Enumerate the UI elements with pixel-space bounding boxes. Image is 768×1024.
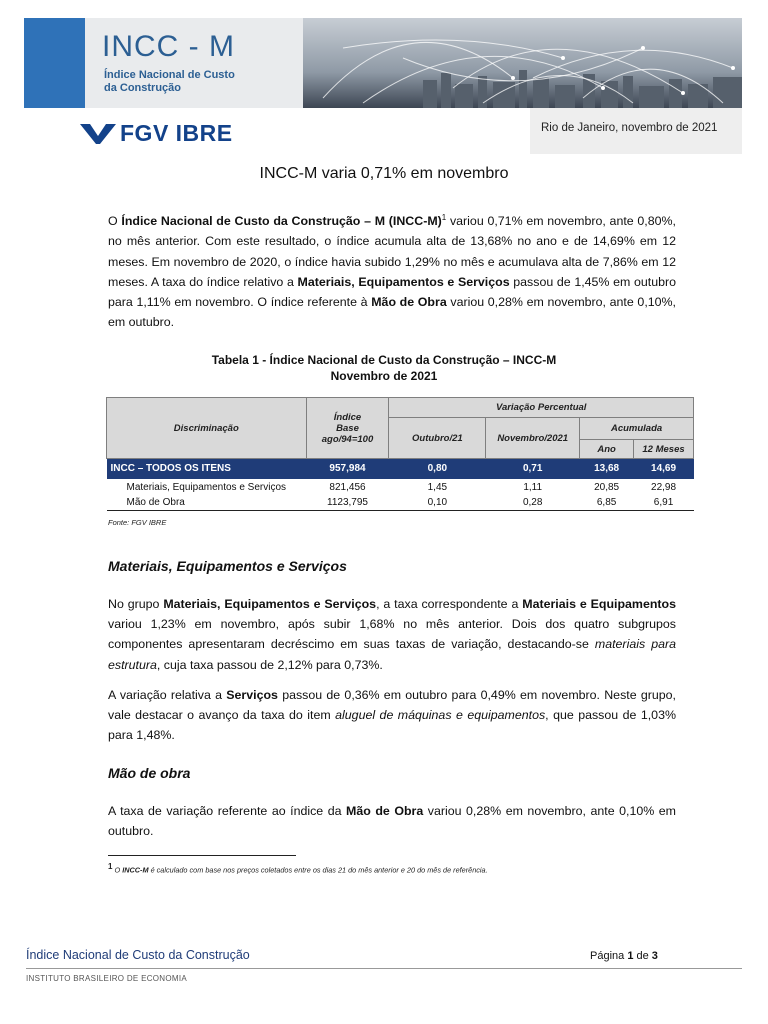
- header-indice-line1: Índice: [333, 411, 362, 423]
- page-total: 3: [651, 950, 658, 962]
- incc-table: [106, 397, 694, 511]
- banner-network-graphic: [303, 18, 742, 108]
- row-12meses: 14,69: [634, 459, 694, 479]
- text-run: O: [108, 214, 122, 229]
- footer-title: Índice Nacional de Custo da Construção: [26, 948, 250, 962]
- table-source: Fonte: FGV IBRE: [108, 518, 167, 527]
- header-indice-line2: Base: [336, 422, 359, 434]
- table-caption-line2: Novembro de 2021: [330, 369, 438, 383]
- banner-subtitle: [104, 69, 274, 95]
- footer-subtitle: INSTITUTO BRASILEIRO DE ECONOMIA: [26, 974, 188, 983]
- page-number: [590, 950, 658, 962]
- page-current: 1: [627, 950, 634, 962]
- text-italic: materiais para estrutura: [108, 637, 676, 672]
- text-bold: Materiais e Equipamentos: [522, 597, 676, 611]
- row-label: Mão de Obra: [107, 496, 307, 511]
- text-run: O: [112, 865, 123, 875]
- header-discriminacao: Discriminação: [107, 398, 307, 459]
- page-mid: de: [633, 950, 652, 962]
- footnote-divider: [108, 855, 296, 856]
- header-variacao: Variação Percentual: [389, 398, 694, 418]
- banner-title: INCC - M: [102, 30, 235, 63]
- header-ano: Ano: [580, 440, 634, 459]
- row-label: INCC – TODOS OS ITENS: [107, 459, 307, 479]
- banner-subtitle-line1: Índice Nacional de Custo: [104, 69, 235, 81]
- text-bold: Mão de Obra: [346, 804, 424, 818]
- row-12meses: 22,98: [651, 481, 677, 493]
- text-run: variou 1,23% em novembro, após subir 1,68% no mês anterior. Dois dos quatro subgrupos componentes apresentaram decréscimo em suas taxas de variação, destacando-se: [108, 617, 676, 652]
- text-bold: Serviços: [226, 688, 278, 702]
- header-outubro: Outubro/21: [389, 418, 486, 459]
- text-bold: Mão de Obra: [371, 294, 447, 309]
- text-run: A variação relativa a: [108, 688, 227, 702]
- text-bold: Índice Nacional de Custo da Construção – M (INCC-M): [121, 214, 442, 229]
- text-run: , que passou de 1,03% para 1,48%.: [108, 708, 676, 743]
- footnote-number: 1: [108, 862, 113, 871]
- row-novembro: 1,11: [523, 481, 543, 493]
- table-row: [107, 479, 694, 496]
- logo-text: FGV IBRE: [120, 119, 233, 146]
- text-run: , cuja taxa passou de 2,12% para 0,73%.: [156, 657, 383, 672]
- dateline: Rio de Janeiro, novembro de 2021: [541, 122, 718, 134]
- text-run: passou de 0,36% em outubro para 0,49% em novembro. Neste grupo, vale destacar o avanço da taxa do item: [108, 688, 676, 723]
- header-indice-line3: ago/94=100: [321, 433, 374, 445]
- row-outubro: 0,80: [389, 459, 486, 479]
- header-acumulada: Acumulada: [580, 418, 694, 440]
- table-row: [107, 496, 694, 511]
- row-indice: 1123,795: [306, 496, 389, 511]
- row-12meses: 6,91: [634, 496, 694, 511]
- text-run: é calculado com base nos preços coletados entre os dias 21 do mês anterior e 20 do mês de referência.: [148, 865, 488, 875]
- text-run: variou 0,28% em novembro, ante 0,10%, em outubro.: [108, 294, 677, 330]
- row-novembro: 0,28: [486, 496, 580, 511]
- banner-left-strip: [24, 18, 80, 108]
- row-indice: 821,456: [329, 481, 366, 493]
- row-ano: 20,85: [594, 481, 620, 493]
- footer-divider: [26, 968, 742, 969]
- text-run: A taxa de variação referente ao índice da: [108, 804, 347, 818]
- header-novembro: Novembro/2021: [486, 418, 580, 459]
- banner-subtitle-line2: da Construção: [104, 82, 182, 94]
- text-bold: Materiais, Equipamentos e Serviços: [163, 597, 377, 611]
- intro-paragraph: [108, 208, 676, 332]
- text-run: , a taxa correspondente a: [376, 597, 523, 611]
- section-heading-materiais: Materiais, Equipamentos e Serviços: [108, 558, 347, 574]
- text-italic: aluguel de máquinas e equipamentos: [335, 708, 546, 723]
- row-novembro: 0,71: [486, 459, 580, 479]
- table-caption-line1: Tabela 1 - Índice Nacional de Custo da Construção – INCC-M: [211, 353, 557, 367]
- row-indice: 957,984: [306, 459, 389, 479]
- fgv-logo-icon: [80, 122, 116, 144]
- row-ano: 13,68: [580, 459, 634, 479]
- text-run: variou 0,71% em novembro, ante 0,80%, no mês anterior. Com este resultado, o índice acumula alta de 13,68% no ano e de 14,69% em 12 meses. Em novembro de 2020, o índice havia subido 1,29% no mês e acumulava alta de 7,86% em 12 meses. A taxa do índice relativo a: [108, 214, 676, 289]
- table-row-total: [107, 459, 694, 479]
- text-bold: INCC-M: [122, 865, 149, 875]
- footnote: [108, 862, 488, 874]
- footnote-ref: 1: [441, 213, 447, 222]
- section-heading-mao-de-obra: Mão de obra: [108, 765, 191, 781]
- banner-city-image: [303, 18, 742, 108]
- text-run: No grupo: [108, 597, 164, 611]
- banner-accent: [80, 18, 85, 108]
- section-materiais-paragraph-1: [108, 594, 676, 675]
- row-outubro: 1,45: [427, 481, 448, 493]
- header-12meses: 12 Meses: [634, 440, 694, 459]
- header-indice: [306, 398, 389, 459]
- text-run: variou 0,28% em novembro, ante 0,10% em outubro.: [108, 804, 677, 839]
- row-label: Materiais, Equipamentos e Serviços: [126, 481, 287, 493]
- document-title: INCC-M varia 0,71% em novembro: [259, 165, 509, 182]
- text-bold: Materiais, Equipamentos e Serviços: [297, 274, 510, 289]
- fgv-ibre-logo: [80, 120, 233, 146]
- text-run: passou de 1,45% em outubro para 1,11% em novembro. O índice referente à: [108, 274, 677, 309]
- section-materiais-paragraph-2: [108, 685, 676, 746]
- table-caption: [0, 352, 768, 384]
- page-prefix: Página: [590, 950, 628, 962]
- row-ano: 6,85: [580, 496, 634, 511]
- row-outubro: 0,10: [389, 496, 486, 511]
- section-mao-de-obra-paragraph: [108, 801, 676, 841]
